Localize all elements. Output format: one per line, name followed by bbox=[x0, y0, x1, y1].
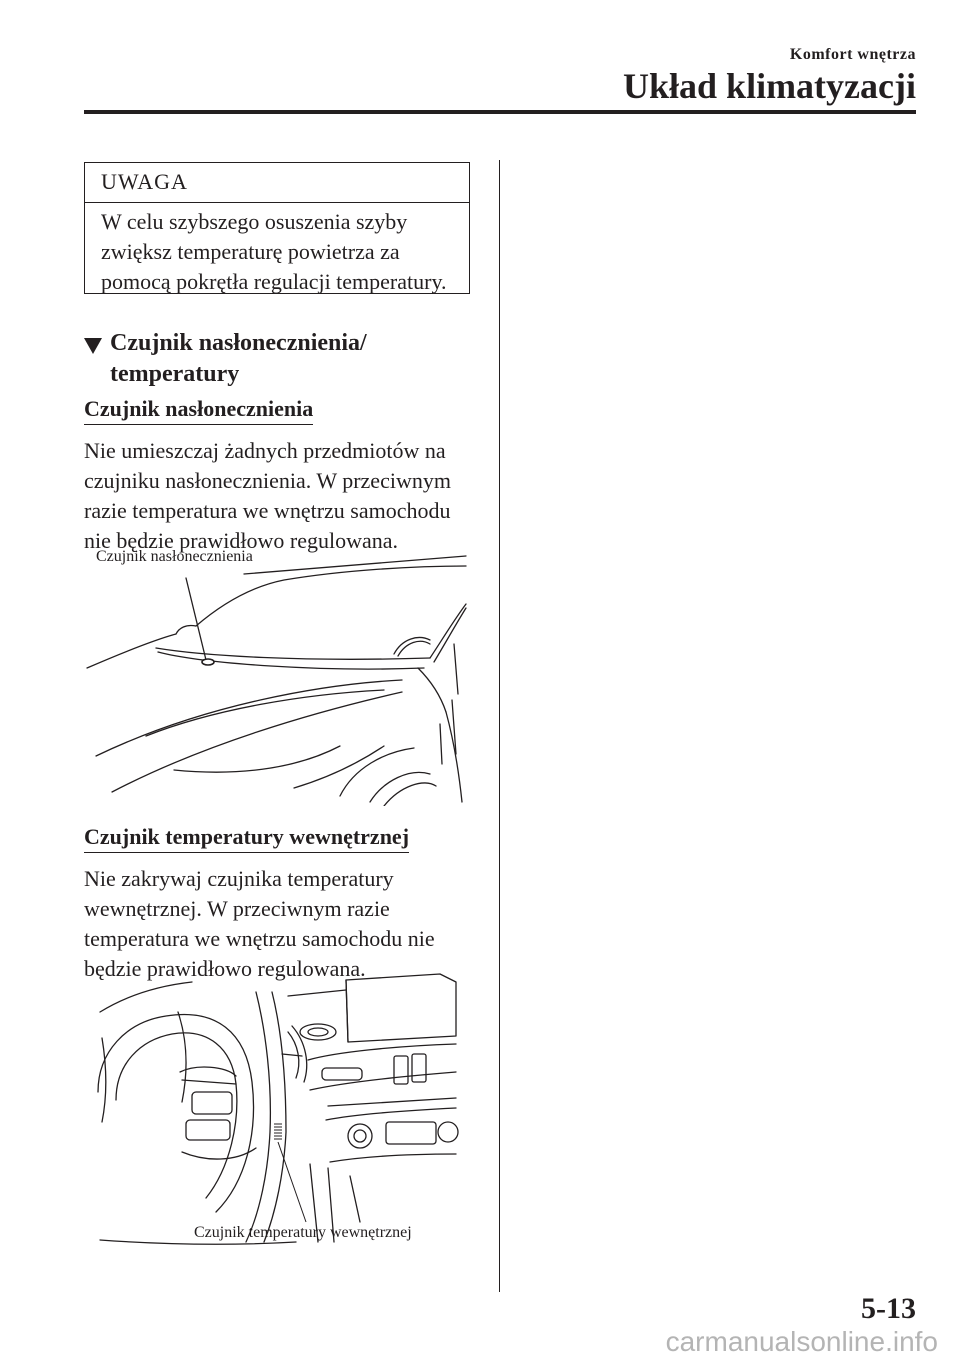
note-body bbox=[85, 203, 469, 297]
temp-sensor-figure bbox=[96, 972, 462, 1248]
sun-sensor-heading: Czujnik nasłonecznienia bbox=[84, 396, 313, 425]
header-rule bbox=[84, 110, 916, 114]
note-line: W celu szybszego osuszenia szyby bbox=[101, 209, 408, 234]
temp-sensor-heading: Czujnik temperatury wewnętrznej bbox=[84, 824, 409, 853]
note-line: pomocą pokrętła regulacji temperatury. bbox=[101, 269, 447, 294]
sun-sensor-figure bbox=[84, 544, 470, 806]
page-number: 5-13 bbox=[861, 1292, 916, 1325]
windshield-illustration bbox=[84, 544, 470, 806]
note-line: zwiększ temperaturę powietrza za bbox=[101, 239, 400, 264]
note-box bbox=[84, 162, 470, 294]
section-title: Czujnik nasłonecznienia/ temperatury bbox=[110, 330, 367, 387]
section-heading bbox=[84, 328, 484, 390]
sun-sensor-figure-label: Czujnik nasłonecznienia bbox=[96, 548, 253, 565]
triangle-bullet-icon bbox=[84, 338, 102, 354]
sun-sensor-paragraph: Nie umieszczaj żadnych przedmiotów na czujniku nasłonecznienia. W przeciwnym razie temperatura we wnętrzu samochodu nie będzie prawidłowo regulowana. bbox=[84, 438, 451, 553]
temp-sensor-figure-label: Czujnik temperatury wewnętrznej bbox=[194, 1224, 412, 1241]
page-title: Układ klimatyzacji bbox=[623, 66, 916, 106]
note-heading: UWAGA bbox=[85, 163, 469, 203]
temp-sensor-paragraph: Nie zakrywaj czujnika temperatury wewnętrznej. W przeciwnym razie temperatura we wnętrzu samochodu nie będzie prawidłowo regulowana. bbox=[84, 866, 435, 981]
dashboard-illustration bbox=[96, 972, 462, 1248]
header-section-label: Komfort wnętrza bbox=[789, 46, 916, 63]
column-divider bbox=[499, 160, 500, 1292]
watermark: carmanualsonline.info bbox=[665, 1326, 938, 1357]
